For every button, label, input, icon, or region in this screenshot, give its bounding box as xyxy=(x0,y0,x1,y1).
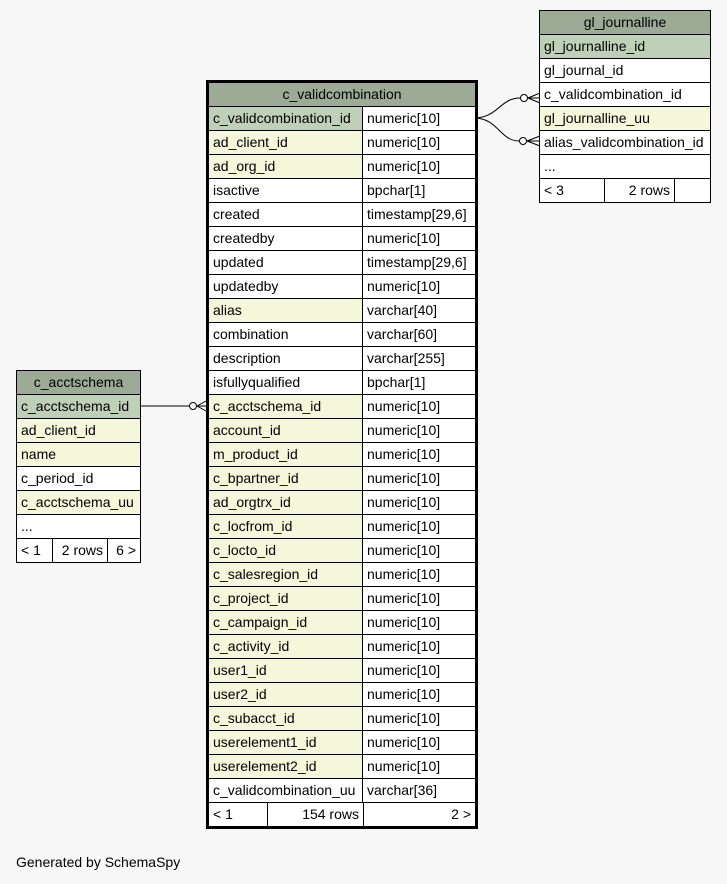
column-name: user2_id xyxy=(209,683,363,706)
table-c-acctschema[interactable] xyxy=(16,370,141,563)
table-row[interactable] xyxy=(209,491,475,515)
table-row[interactable] xyxy=(209,203,475,227)
table-row[interactable] xyxy=(540,155,710,179)
generated-by-text: Generated by SchemaSpy xyxy=(16,854,181,870)
table-row[interactable] xyxy=(209,323,475,347)
table-row[interactable] xyxy=(209,467,475,491)
column-name: gl_journalline_id xyxy=(540,35,710,58)
column-name: updatedby xyxy=(209,275,363,298)
column-name: c_acctschema_uu xyxy=(17,491,140,514)
column-name: c_validcombination_id xyxy=(540,83,710,106)
column-type: numeric[10] xyxy=(363,539,475,562)
column-name: userelement2_id xyxy=(209,755,363,778)
column-type: numeric[10] xyxy=(363,563,475,586)
column-type: numeric[10] xyxy=(363,755,475,778)
table-row[interactable] xyxy=(209,731,475,755)
link-crowfoot xyxy=(197,401,206,411)
column-name: ... xyxy=(17,515,140,538)
column-type: numeric[10] xyxy=(363,275,475,298)
column-type: numeric[10] xyxy=(363,635,475,658)
footer-parents[interactable]: < 3 xyxy=(540,179,605,202)
column-name: c_validcombination_id xyxy=(209,107,363,130)
link-optional-marker xyxy=(190,403,197,410)
column-type: bpchar[1] xyxy=(363,371,475,394)
column-type: numeric[10] xyxy=(363,515,475,538)
column-name: alias xyxy=(209,299,363,322)
table-row[interactable] xyxy=(209,107,475,131)
table-row[interactable] xyxy=(540,107,710,131)
table-row[interactable] xyxy=(209,779,475,803)
column-type: numeric[10] xyxy=(363,587,475,610)
footer-rowcount: 2 rows xyxy=(605,179,675,202)
table-row[interactable] xyxy=(209,683,475,707)
table-row[interactable] xyxy=(209,635,475,659)
column-name: gl_journal_id xyxy=(540,59,710,82)
column-name: alias_validcombination_id xyxy=(540,131,710,154)
table-title[interactable]: c_validcombination xyxy=(209,83,475,107)
column-name: ad_client_id xyxy=(17,419,140,442)
column-name: user1_id xyxy=(209,659,363,682)
column-name: gl_journalline_uu xyxy=(540,107,710,130)
table-row[interactable] xyxy=(209,155,475,179)
table-footer xyxy=(209,803,475,826)
table-row[interactable] xyxy=(209,707,475,731)
column-type: numeric[10] xyxy=(363,443,475,466)
column-name: c_locfrom_id xyxy=(209,515,363,538)
column-type: numeric[10] xyxy=(363,683,475,706)
table-row[interactable] xyxy=(17,491,140,515)
table-row[interactable] xyxy=(209,371,475,395)
table-row[interactable] xyxy=(17,395,140,419)
column-name: c_acctschema_id xyxy=(209,395,363,418)
column-name: account_id xyxy=(209,419,363,442)
column-name: userelement1_id xyxy=(209,731,363,754)
table-row[interactable] xyxy=(209,443,475,467)
footer-rowcount: 154 rows xyxy=(268,803,364,826)
footer-rowcount: 2 rows xyxy=(53,539,108,562)
table-footer xyxy=(540,179,710,202)
table-row[interactable] xyxy=(540,83,710,107)
table-row[interactable] xyxy=(209,659,475,683)
table-row[interactable] xyxy=(209,755,475,779)
column-type: numeric[10] xyxy=(363,131,475,154)
column-name: description xyxy=(209,347,363,370)
link-validcombination-to-journalline-1 xyxy=(474,98,520,118)
column-type: numeric[10] xyxy=(363,227,475,250)
link-optional-marker xyxy=(520,138,527,145)
footer-children xyxy=(675,179,710,202)
column-name: updated xyxy=(209,251,363,274)
table-row[interactable] xyxy=(209,251,475,275)
column-name: m_product_id xyxy=(209,443,363,466)
table-c-validcombination[interactable] xyxy=(206,80,478,829)
column-name: created xyxy=(209,203,363,226)
table-row[interactable] xyxy=(209,179,475,203)
table-row[interactable] xyxy=(17,515,140,539)
column-name: c_locto_id xyxy=(209,539,363,562)
table-row[interactable] xyxy=(540,131,710,155)
column-name: c_subacct_id xyxy=(209,707,363,730)
table-row[interactable] xyxy=(209,275,475,299)
footer-children[interactable]: 6 > xyxy=(116,542,136,558)
column-type: numeric[10] xyxy=(363,107,475,130)
column-type: numeric[10] xyxy=(363,155,475,178)
table-row[interactable] xyxy=(209,515,475,539)
column-type: numeric[10] xyxy=(363,491,475,514)
column-name: ... xyxy=(540,155,710,178)
table-gl-journalline[interactable] xyxy=(539,10,711,203)
column-name: c_validcombination_uu xyxy=(209,779,363,802)
table-row[interactable] xyxy=(209,587,475,611)
table-row[interactable] xyxy=(17,467,140,491)
column-type: numeric[10] xyxy=(363,731,475,754)
table-row[interactable] xyxy=(209,419,475,443)
column-name: isfullyqualified xyxy=(209,371,363,394)
column-type: timestamp[29,6] xyxy=(363,203,475,226)
table-footer xyxy=(17,539,140,562)
column-name: c_salesregion_id xyxy=(209,563,363,586)
column-type: bpchar[1] xyxy=(363,179,475,202)
footer-children[interactable]: 2 > xyxy=(451,806,471,822)
column-type: numeric[10] xyxy=(363,419,475,442)
link-optional-marker xyxy=(521,95,528,102)
table-row[interactable] xyxy=(540,35,710,59)
column-name: c_bpartner_id xyxy=(209,467,363,490)
table-row[interactable] xyxy=(209,227,475,251)
column-name: c_activity_id xyxy=(209,635,363,658)
column-type: varchar[36] xyxy=(363,779,475,802)
table-row[interactable] xyxy=(209,563,475,587)
column-name: combination xyxy=(209,323,363,346)
column-name: isactive xyxy=(209,179,363,202)
column-name: ad_orgtrx_id xyxy=(209,491,363,514)
table-row[interactable] xyxy=(209,299,475,323)
column-name: ad_org_id xyxy=(209,155,363,178)
table-row[interactable] xyxy=(540,59,710,83)
column-name: ad_client_id xyxy=(209,131,363,154)
column-type: numeric[10] xyxy=(363,659,475,682)
table-row[interactable] xyxy=(17,419,140,443)
column-type: numeric[10] xyxy=(363,707,475,730)
column-type: varchar[255] xyxy=(363,347,475,370)
column-name: name xyxy=(17,443,140,466)
column-type: numeric[10] xyxy=(363,467,475,490)
column-type: varchar[40] xyxy=(363,299,475,322)
column-name: c_campaign_id xyxy=(209,611,363,634)
column-name: c_period_id xyxy=(17,467,140,490)
table-row[interactable] xyxy=(17,443,140,467)
table-row[interactable] xyxy=(209,539,475,563)
footer-parents[interactable]: < 1 xyxy=(209,803,268,826)
column-type: numeric[10] xyxy=(363,395,475,418)
table-row[interactable] xyxy=(209,611,475,635)
link-validcombination-to-journalline-2 xyxy=(474,118,519,141)
table-title[interactable]: gl_journalline xyxy=(540,11,710,35)
table-row[interactable] xyxy=(209,347,475,371)
column-type: timestamp[29,6] xyxy=(363,251,475,274)
table-title[interactable]: c_acctschema xyxy=(17,371,140,395)
footer-parents[interactable]: < 1 xyxy=(17,539,53,562)
column-name: c_acctschema_id xyxy=(17,395,140,418)
column-type: varchar[60] xyxy=(363,323,475,346)
column-type: numeric[10] xyxy=(363,611,475,634)
column-name: createdby xyxy=(209,227,363,250)
table-row[interactable] xyxy=(209,395,475,419)
table-row[interactable] xyxy=(209,131,475,155)
column-name: c_project_id xyxy=(209,587,363,610)
